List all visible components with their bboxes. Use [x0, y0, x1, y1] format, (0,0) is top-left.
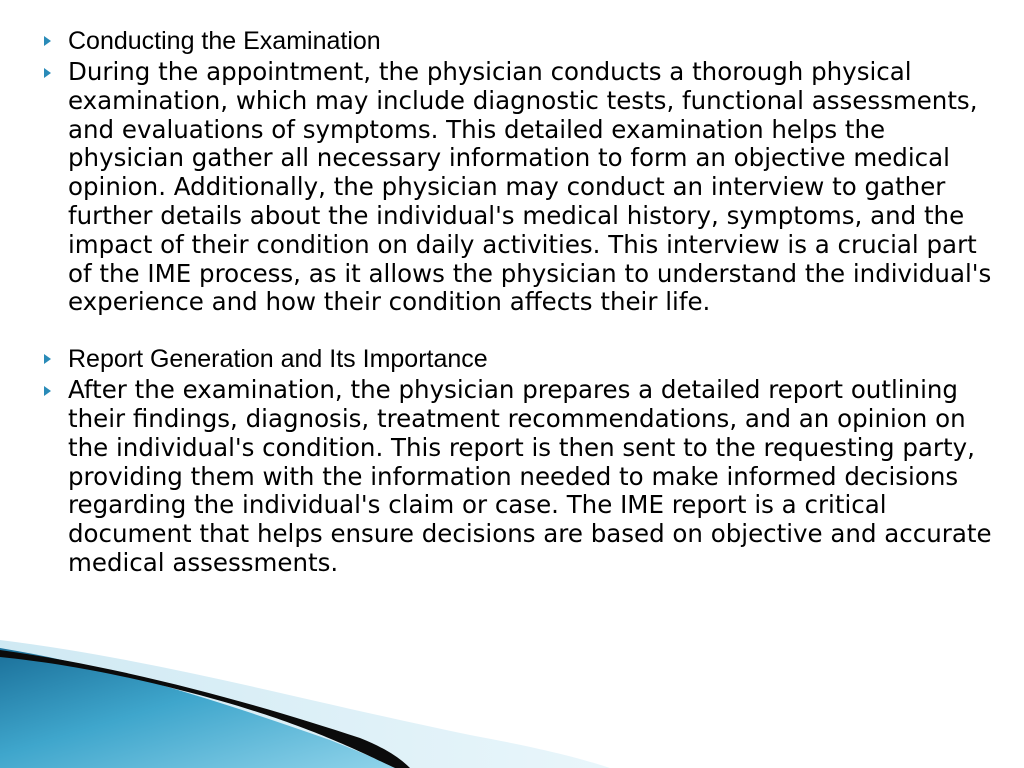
heading-text: Conducting the Examination: [68, 27, 381, 55]
bullet-arrow-icon: [44, 354, 51, 364]
section-heading-examination: [44, 24, 994, 58]
section-heading-report: [44, 342, 994, 376]
wave-blue-band: [0, 648, 395, 768]
bullet-arrow-icon: [44, 68, 51, 78]
heading-text: Report Generation and Its Importance: [68, 345, 488, 374]
wave-black-stripe: [0, 650, 410, 768]
bullet-arrow-icon: [44, 36, 51, 46]
body-text: After the examination, the physician prepares a detailed report outlining their findings, diagnosis, treatment recommendations, and an opinion on the individual's condition. This report is then sent to the requesting party, providing them with the information needed to make informed decisions regarding the individual's claim or case. The IME report is a critical document that helps ensure decisions are based on objective and accurate medical assessments.: [68, 375, 992, 577]
body-text: During the appointment, the physician conducts a thorough physical examination, which may include diagnostic tests, functional assessments, and evaluations of symptoms. This detailed examination helps the physician gather all necessary information to form an objective medical opinion. Additionally, the physician may conduct an interview to gather further details about the individual's medical history, symptoms, and the impact of their condition on daily activities. This interview is a crucial part of the IME process, as it allows the physician to understand the individual's experience and how their condition affects their life.: [68, 57, 992, 317]
bullet-arrow-icon: [44, 386, 51, 396]
wave-light-band: [0, 640, 610, 768]
section-body-examination: [44, 58, 994, 317]
slide-content: [44, 24, 994, 578]
section-body-report: [44, 376, 994, 578]
